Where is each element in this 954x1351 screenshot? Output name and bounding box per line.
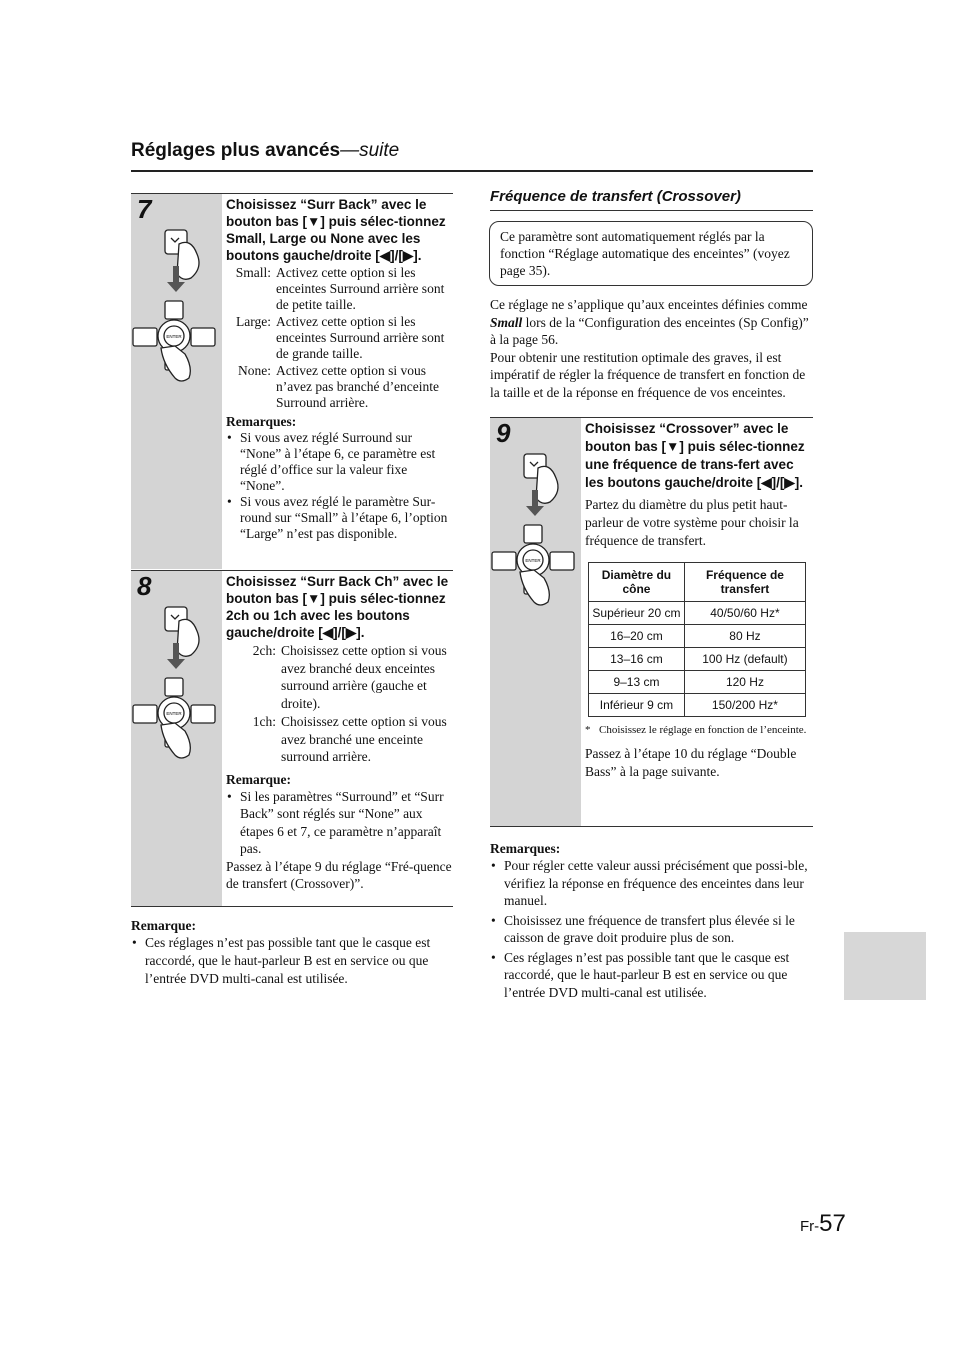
option-row: None: Activez cette option si vous n’avez pas branché d’enceinte Surround arrière. — [238, 363, 440, 410]
step-9-content — [585, 420, 813, 781]
small-emphasis: Small — [490, 314, 523, 330]
right-arrow-icon: ▶ — [784, 475, 795, 490]
table-footnote — [585, 722, 813, 738]
table-header: Diamètre du cône — [589, 563, 685, 602]
intro-paragraph-1: Ce réglage ne s’applique qu’aux enceintes définies comme Small lors de la “Configuration des enceintes (Sp Config)” à la page 56. — [490, 297, 809, 347]
table-row: 13–16 cm 100 Hz (default) — [589, 648, 806, 671]
right-remarks — [490, 838, 813, 1001]
step-8-number: 8 — [137, 571, 152, 601]
remote-control-icon — [131, 601, 222, 761]
footnote-text: Choisissez le réglage en fonction de l’enceinte. — [599, 724, 807, 736]
option-row: Large: Activez cette option si les enceintes Surround arrière sont de grande taille. — [236, 314, 445, 361]
left-arrow-icon: ◀ — [379, 248, 391, 263]
crossover-intro — [490, 296, 813, 401]
right-arrow-icon: ▶ — [402, 248, 414, 263]
list-item: • Ces réglages n’est pas possible tant que le casque est raccordé, que le haut-parleur B est en service ou que l’entrée DVD multi-canal est utilisée. — [145, 934, 453, 988]
info-box: Ce paramètre sont automatiquement réglés par la fonction “Réglage automatique des enceintes” (voyez page 35). — [489, 221, 813, 286]
step-7-number: 7 — [137, 194, 152, 224]
step-8 — [131, 570, 453, 907]
left-arrow-icon: ◀ — [761, 475, 772, 490]
step-8-content — [226, 573, 453, 893]
option-row: 2ch: Choisissez cette option si vous avez branché deux enceintes surround arrière (gauche et droite). — [252, 643, 447, 711]
table-row: 16–20 cm 80 Hz — [589, 625, 806, 648]
remarks-list — [226, 788, 453, 858]
option-1ch: 1ch — [273, 608, 297, 623]
section-title-text: Réglages plus avancés — [131, 140, 341, 161]
step-9-next: Passez à l’étape 10 du réglage “Double Bass” à la page suivante. — [585, 746, 797, 779]
remote-control-icon — [490, 448, 581, 608]
option-row: 1ch: Choisissez cette option si vous avez branché une enceinte surround arrière. — [252, 714, 447, 764]
list-item: • Pour régler cette valeur aussi précisément que possi-ble, vérifiez la réponse en fréquence des enceintes dans leur manuel. — [504, 857, 813, 910]
option-small: Small — [226, 231, 263, 246]
page-number-value: 57 — [819, 1210, 846, 1237]
list-item: • Choisissez une fréquence de transfert plus élevée si le caisson de grave doit produire plus de son. — [504, 912, 813, 947]
section-title — [131, 140, 399, 162]
option-large: Large — [269, 231, 307, 246]
option-2ch: 2ch — [226, 608, 250, 623]
step-9-instruction: Choisissez “Crossover” avec le bouton bas [▼] puis sélec-tionnez une fréquence de trans-fert avec les boutons gauche/droite [◀]/[▶]. — [585, 421, 805, 490]
crossover-table — [588, 562, 806, 717]
step-9-number: 9 — [496, 418, 511, 448]
enter-label: ENTER — [525, 558, 541, 563]
list-item: • Si vous avez réglé le paramètre Sur-round sur “Small” à l’étape 6, l’option “Large” n’est pas disponible. — [240, 494, 453, 542]
remarks-heading: Remarque: — [226, 771, 291, 787]
remark-list — [131, 934, 453, 988]
down-arrow-icon: ▼ — [307, 591, 321, 606]
section-title-suffix: —suite — [340, 140, 400, 161]
step-8-next: Passez à l’étape 9 du réglage “Fré-quence de transfert (Crossover)”. — [226, 858, 452, 891]
option-row: Small: Activez cette option si les enceintes Surround arrière sont de petite taille. — [235, 265, 445, 312]
enter-label: ENTER — [166, 711, 182, 716]
enter-label: ENTER — [166, 334, 182, 339]
step-8-instruction: Choisissez “Surr Back Ch” avec le bouton bas [▼] puis sélec-tionnez 2ch ou 1ch avec les boutons gauche/droite [◀]/[▶]. — [226, 574, 449, 640]
crossover-title: Fréquence de transfert (Crossover) — [490, 188, 741, 205]
list-item: • Si les paramètres “Surround” et “Surr Back” sont réglés sur “None” aux étapes 6 et 7, ce paramètre n’apparaît pas. — [240, 788, 453, 858]
option-none: None — [330, 231, 365, 246]
page-prefix: Fr- — [800, 1218, 820, 1235]
remote-control-icon — [131, 224, 222, 384]
crossover-rule — [490, 210, 813, 211]
table-header: Fréquence de transfert — [684, 563, 805, 602]
footnote-mark: * — [585, 724, 591, 736]
page-edge-tab — [844, 932, 926, 1000]
remark-heading: Remarque: — [131, 918, 196, 933]
remarks-list — [226, 430, 453, 542]
table-row: 9–13 cm 120 Hz — [589, 671, 806, 694]
table-header-row — [589, 563, 806, 602]
left-remark — [131, 915, 453, 988]
step-9-body: Partez du diamètre du plus petit haut-parleur de votre système pour choisir la fréquence de transfert. — [585, 497, 799, 548]
page-number — [800, 1210, 846, 1238]
list-item: • Si vous avez réglé Surround sur “None” à l’étape 6, ce paramètre est réglé d’office sur la valeur fixe “None”. — [240, 430, 453, 494]
header-rule — [131, 170, 813, 172]
remarks-heading: Remarques: — [226, 414, 297, 429]
table-row: Supérieur 20 cm 40/50/60 Hz* — [589, 602, 806, 625]
step-7-instruction: Choisissez “Surr Back” avec le bouton bas [▼] puis sélec-tionnez Small, Large ou None avec les boutons gauche/droite [◀]/[▶]. — [226, 197, 446, 263]
remarks-list — [490, 857, 813, 1001]
down-arrow-icon: ▼ — [666, 439, 680, 454]
list-item: • Ces réglages n’est pas possible tant que le casque est raccordé, que le haut-parleur B est en service ou que l’entrée DVD multi-canal est utilisée. — [504, 949, 813, 1002]
step-7-content — [226, 196, 453, 542]
left-arrow-icon: ◀ — [322, 625, 334, 640]
intro-paragraph-2: Pour obtenir une restitution optimale des graves, il est impératif de régler la fréquence de transfert en fonction de la taille et de la réponse en fréquence de vos enceintes. — [490, 349, 806, 400]
down-arrow-icon: ▼ — [307, 214, 321, 229]
table-row: Inférieur 9 cm 150/200 Hz* — [589, 694, 806, 717]
remarks-heading: Remarques: — [490, 841, 561, 856]
step-7 — [131, 193, 453, 569]
step-9 — [490, 417, 813, 827]
right-arrow-icon: ▶ — [345, 625, 357, 640]
